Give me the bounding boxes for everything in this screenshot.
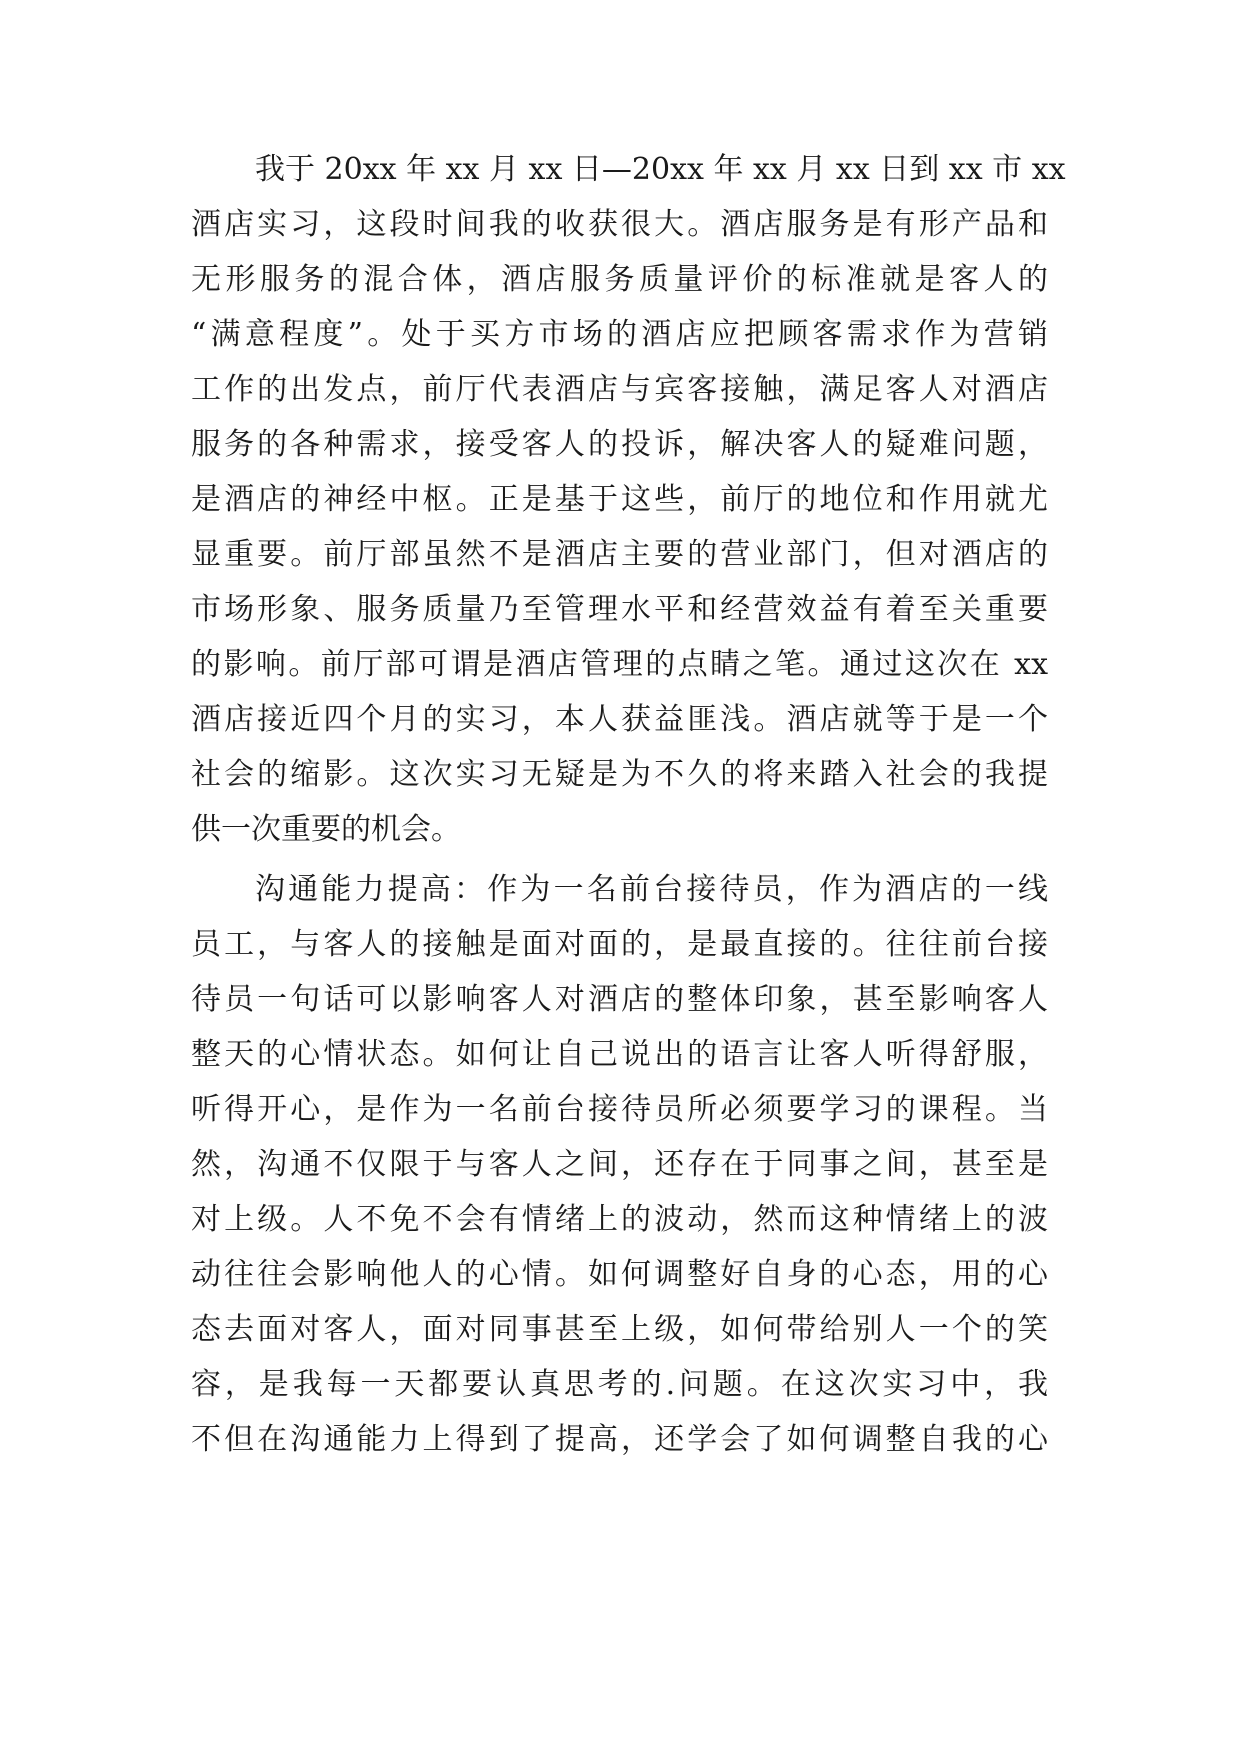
paragraph-line: 待员一句话可以影响客人对酒店的整体印象，甚至影响客人	[191, 982, 1048, 1017]
paragraph-line: 容，是我每一天都要认真思考的.问题。在这次实习中，我	[191, 1367, 1048, 1402]
paragraph-line: 整天的心情状态。如何让自己说出的语言让客人听得舒服，	[191, 1037, 1048, 1072]
paragraph-line: 是酒店的神经中枢。正是基于这些，前厅的地位和作用就尤	[191, 482, 1048, 517]
paragraph-line: 动往往会影响他人的心情。如何调整好自身的心态，用的心	[191, 1257, 1048, 1292]
paragraph-line: 市场形象、服务质量乃至管理水平和经营效益有着至关重要	[191, 592, 1048, 627]
paragraph-line: 社会的缩影。这次实习无疑是为不久的将来踏入社会的我提	[191, 757, 1048, 792]
paragraph-line: 服务的各种需求，接受客人的投诉，解决客人的疑难问题，	[191, 427, 1048, 462]
paragraph-line: 酒店实习，这段时间我的收获很大。酒店服务是有形产品和	[191, 207, 1048, 242]
paragraph-line: 沟通能力提高：作为一名前台接待员，作为酒店的一线	[255, 872, 1048, 907]
paragraph-line: 员工，与客人的接触是面对面的，是最直接的。往往前台接	[191, 927, 1048, 962]
paragraph-line: 对上级。人不免不会有情绪上的波动，然而这种情绪上的波	[191, 1202, 1048, 1237]
paragraph-line: 听得开心，是作为一名前台接待员所必须要学习的课程。当	[191, 1092, 1048, 1127]
paragraph-line: 然，沟通不仅限于与客人之间，还存在于同事之间，甚至是	[191, 1147, 1048, 1182]
paragraph-line: 不但在沟通能力上得到了提高，还学会了如何调整自我的心	[191, 1422, 1048, 1457]
paragraph-line: 显重要。前厅部虽然不是酒店主要的营业部门，但对酒店的	[191, 537, 1048, 572]
paragraph-line: 态去面对客人，面对同事甚至上级，如何带给别人一个的笑	[191, 1312, 1048, 1347]
paragraph-line: 供一次重要的机会。	[191, 812, 461, 847]
paragraph-line: 的影响。前厅部可谓是酒店管理的点睛之笔。通过这次在 xx	[191, 647, 1048, 682]
paragraph-line: “满意程度”。处于买方市场的酒店应把顾客需求作为营销	[191, 317, 1048, 352]
paragraph-line: 酒店接近四个月的实习，本人获益匪浅。酒店就等于是一个	[191, 702, 1048, 737]
paragraph-line: 我于 20xx 年 xx 月 xx 日—20xx 年 xx 月 xx 日到 xx 市 xx	[255, 152, 1066, 187]
paragraph-line: 工作的出发点，前厅代表酒店与宾客接触，满足客人对酒店	[191, 372, 1048, 407]
paragraph-line: 无形服务的混合体，酒店服务质量评价的标准就是客人的	[191, 262, 1048, 297]
